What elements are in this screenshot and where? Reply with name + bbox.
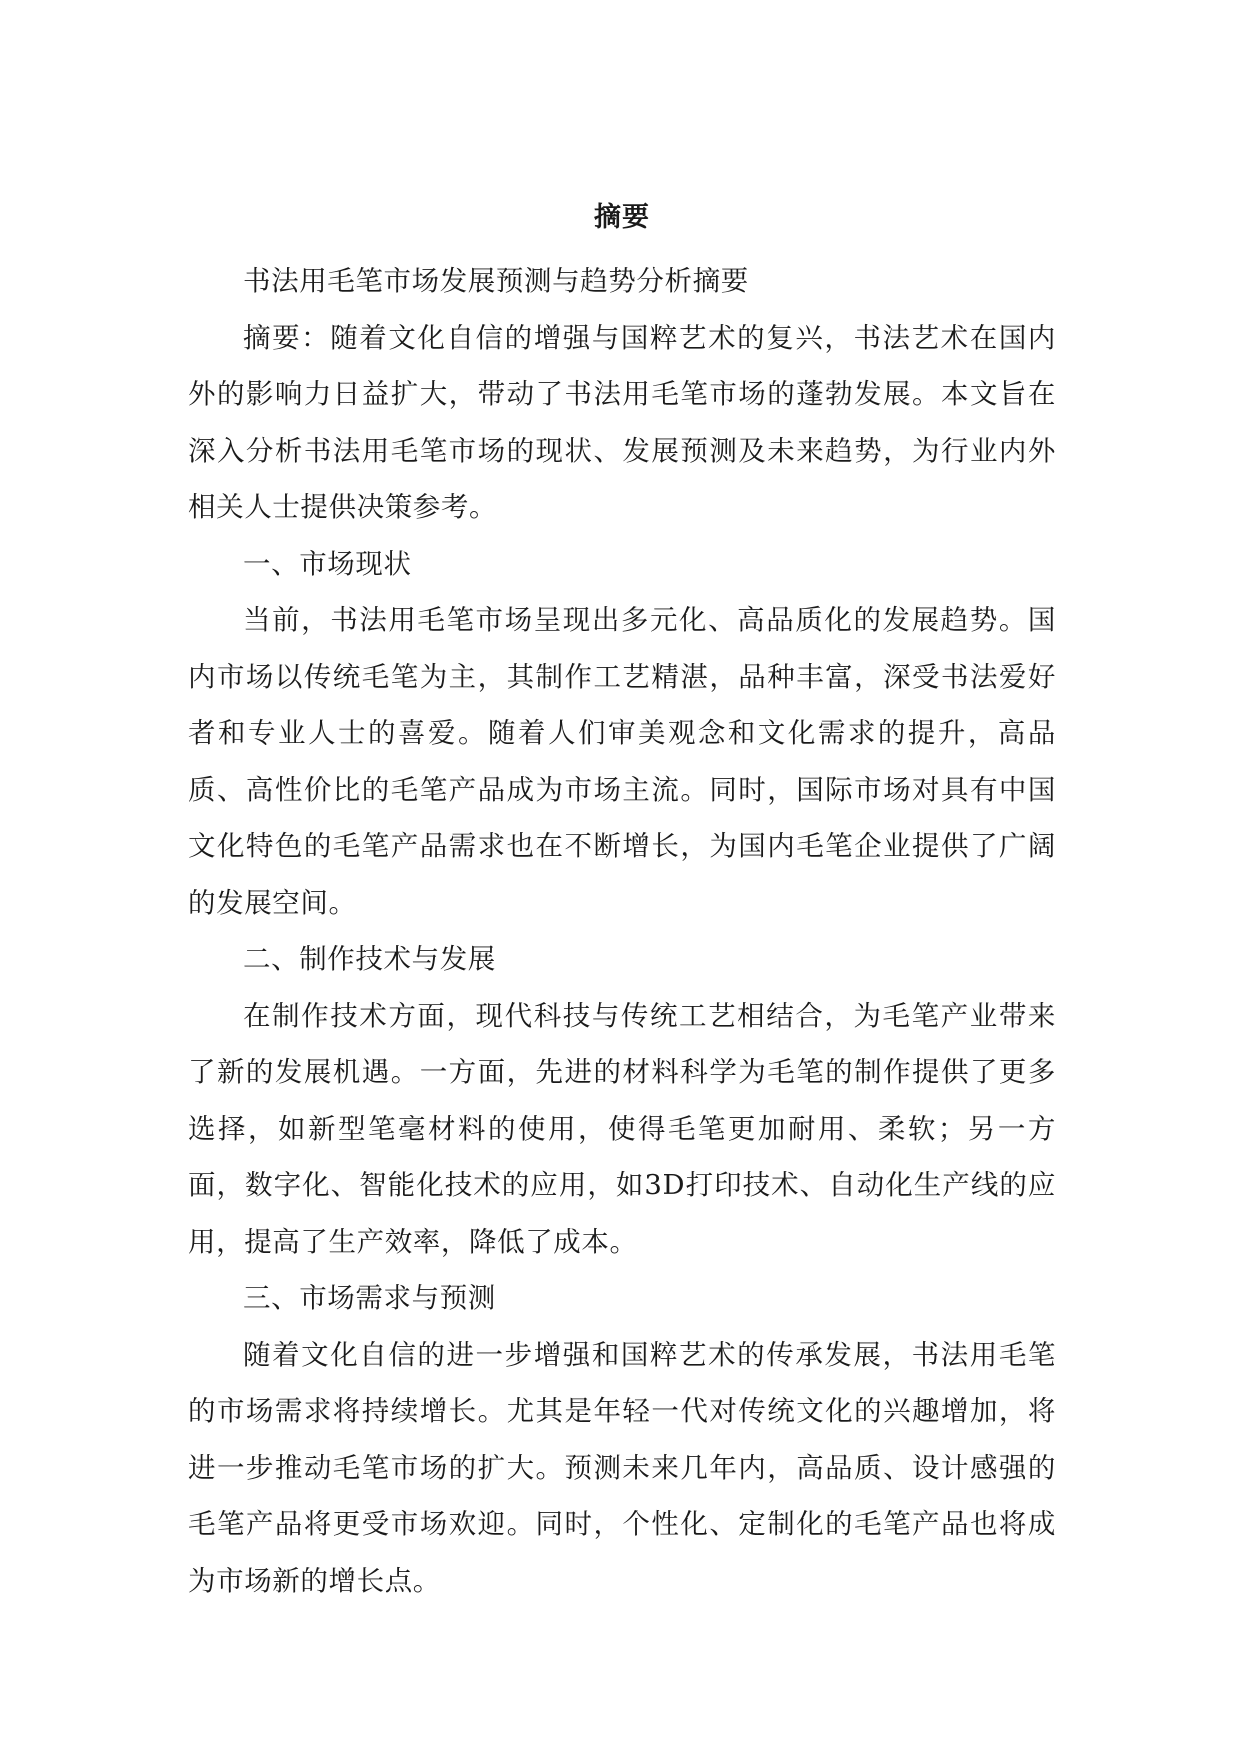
section-body-market-demand: 随着文化自信的进一步增强和国粹艺术的传承发展，书法用毛笔的市场需求将持续增长。尤其是年轻一代对传统文化的兴趣增加，将进一步推动毛笔市场的扩大。预测未来几年内，高品质、设计感强的毛笔产品将更受市场欢迎。同时，个性化、定制化的毛笔产品也将成为市场新的增长点。 xyxy=(188,1338,1056,1597)
abstract-paragraph: 摘要：随着文化自信的增强与国粹艺术的复兴，书法艺术在国内外的影响力日益扩大，带动了书法用毛笔市场的蓬勃发展。本文旨在深入分析书法用毛笔市场的现状、发展预测及未来趋势，为行业内外相关人士提供决策参考。 xyxy=(188,321,1056,523)
section-heading-manufacturing-technology: 二、制作技术与发展 xyxy=(243,943,496,975)
section-body-market-status: 当前，书法用毛笔市场呈现出多元化、高品质化的发展趋势。国内市场以传统毛笔为主，其制作工艺精湛，品种丰富，深受书法爱好者和专业人士的喜爱。随着人们审美观念和文化需求的提升，高品质、高性价比的毛笔产品成为市场主流。同时，国际市场对具有中国文化特色的毛笔产品需求也在不断增长，为国内毛笔企业提供了广阔的发展空间。 xyxy=(188,604,1056,919)
document-subtitle: 书法用毛笔市场发展预测与趋势分析摘要 xyxy=(243,265,749,297)
document-body xyxy=(188,198,1056,1609)
section-heading-market-status: 一、市场现状 xyxy=(243,547,412,580)
section-body-manufacturing-technology: 在制作技术方面，现代科技与传统工艺相结合，为毛笔产业带来了新的发展机遇。一方面，先进的材料科学为毛笔的制作提供了更多选择，如新型笔毫材料的使用，使得毛笔更加耐用、柔软；另一方面，数字化、智能化技术的应用，如3D打印技术、自动化生产线的应用，提高了生产效率，降低了成本。 xyxy=(188,999,1056,1258)
section-heading-market-demand: 三、市场需求与预测 xyxy=(243,1282,496,1314)
page-title: 摘要 xyxy=(594,202,650,233)
